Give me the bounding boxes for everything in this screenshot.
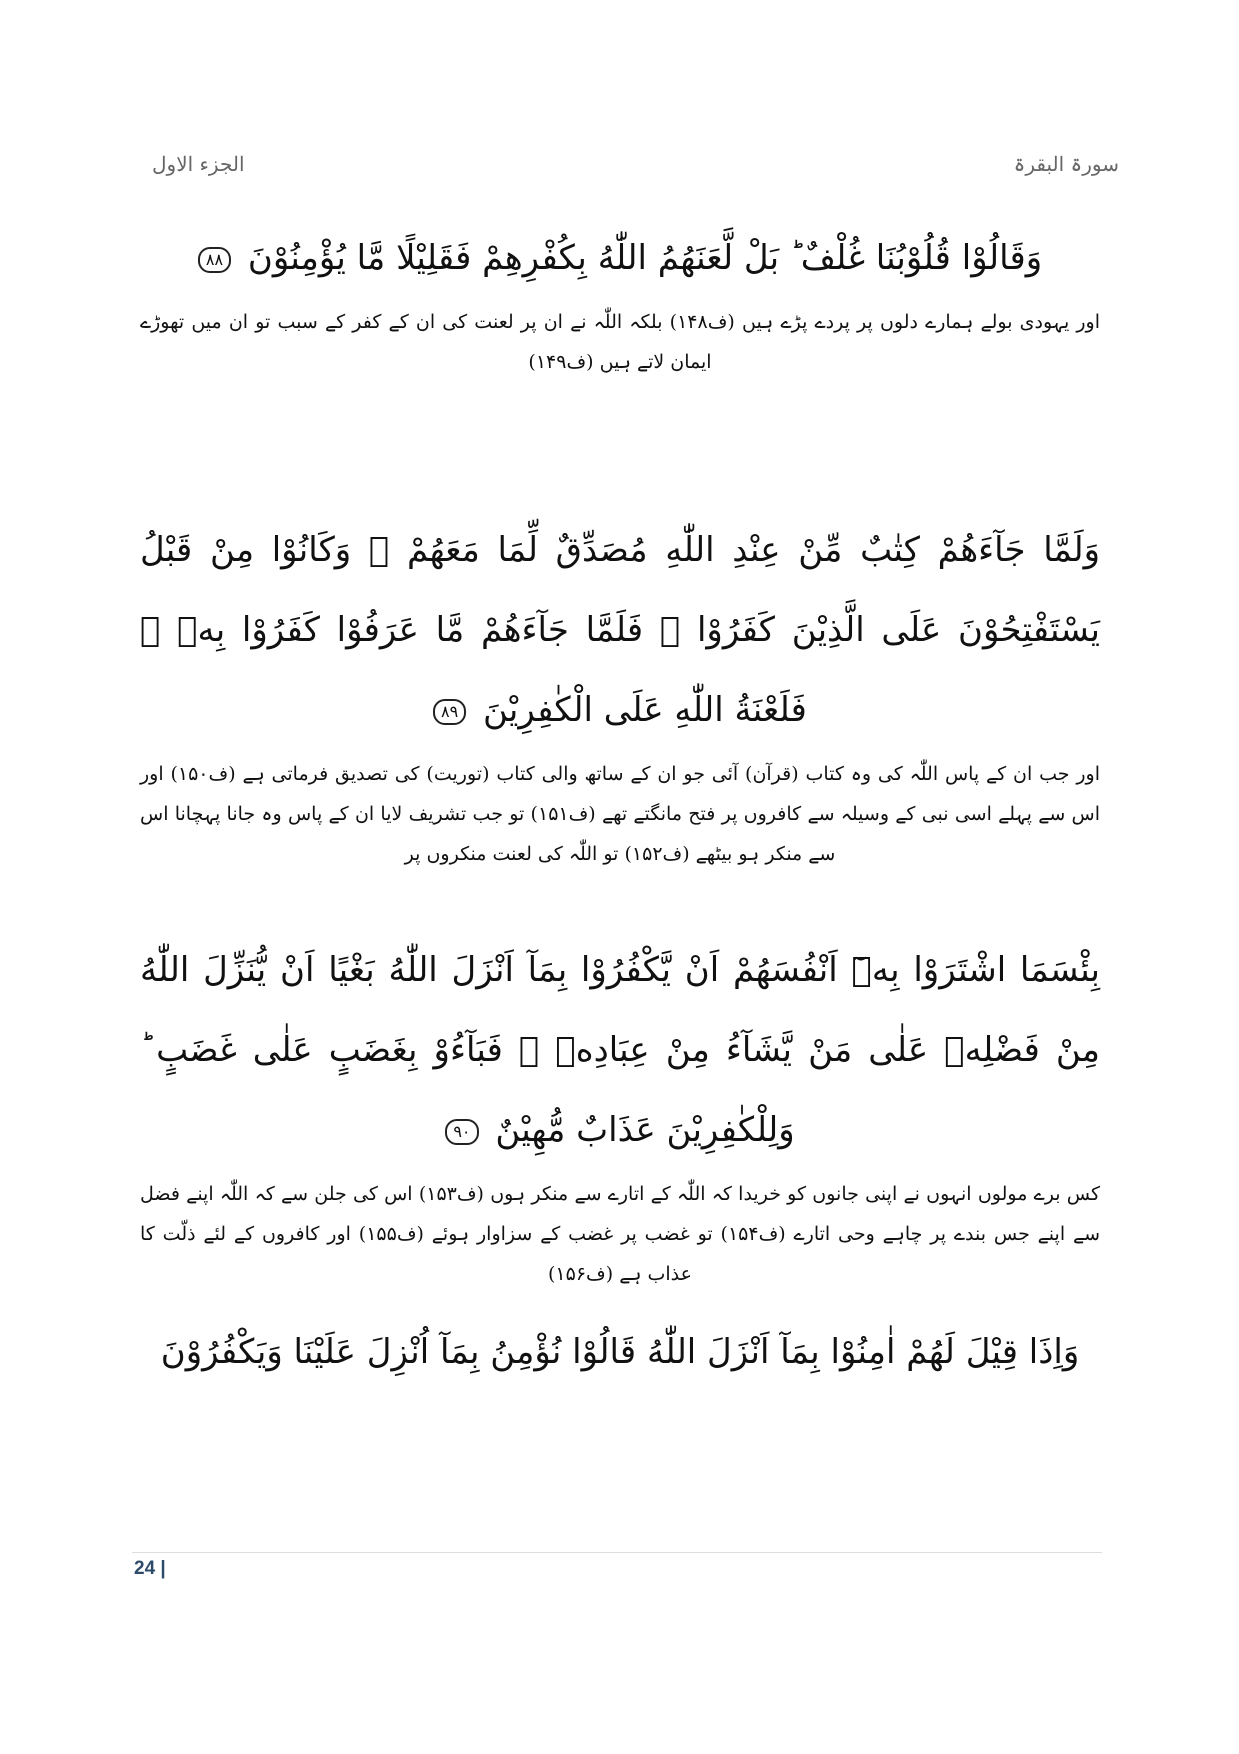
ayah-text: وَقَالُوْا قُلُوْبُنَا غُلْفٌ ؕ بَلْ لَّعَنَهُمُ اللّٰهُ بِكُفْرِهِمْ فَقَلِيْلًا مَّا يُؤْمِنُوْنَ: [247, 238, 1043, 278]
urdu-translation: اور جب ان کے پاس اللّٰہ کی وہ کتاب (قرآن) آئی جو ان کے ساتھ والی کتاب (توریت) کی تصدیق فرماتی ہے (ف۱۵۰) اور اس سے پہلے اسی نبی کے وسیلہ سے کافروں پر فتح مانگتے تھے (ف۱۵۱) تو جب تشریف لایا ان کے پاس وہ جانا پہچانا اس سے منکر ہو بیٹھے (ف۱۵۲) تو اللّٰہ کی لعنت منکروں پر: [140, 763, 1100, 865]
page-number: 24 |: [134, 1558, 166, 1579]
ayah-text: وَلَمَّا جَآءَهُمْ كِتٰبٌ مِّنْ عِنْدِ اللّٰهِ مُصَدِّقٌ لِّمَا مَعَهُمْ ۙ وَكَانُوْا مِنْ قَبْلُ يَسْتَفْتِحُوْنَ عَلَى الَّذِيْنَ كَفَرُوْا ۚ فَلَمَّا جَآءَهُمْ مَّا عَرَفُوْا كَفَرُوْا بِهٖ ۫ فَلَعْنَةُ اللّٰهِ عَلَى الْكٰفِرِيْنَ: [140, 530, 1100, 730]
surah-name-header: سورۃ البقرۃ: [1013, 152, 1119, 176]
ayah-number-marker: ٩٠: [445, 1119, 478, 1145]
urdu-translation: کس برے مولوں انہوں نے اپنی جانوں کو خریدا کہ اللّٰہ کے اتارے سے منکر ہوں (ف۱۵۳) اس کی جلن سے کہ اللّٰہ اپنے فضل سے اپنے جس بندے پر چاہے وحی اتارے (ف۱۵۴) تو غضب پر غضب کے سزاوار ہوئے (ف۱۵۵) اور کافروں کے لئے ذلّت کا عذاب ہے (ف۱۵۶): [140, 1183, 1101, 1285]
ayah-90: [140, 930, 1100, 1294]
juz-name-header: الجزء الاول: [152, 152, 245, 176]
ayah-88: [140, 218, 1100, 382]
ayah-number-marker: ٨٩: [433, 699, 466, 725]
ayah-arabic: وَاِذَا قِيْلَ لَهُمْ اٰمِنُوْا بِمَآ اَنْزَلَ اللّٰهُ قَالُوْا نُؤْمِنُ بِمَآ اُنْزِلَ عَلَيْنَا وَيَكْفُرُوْنَ: [160, 1332, 1080, 1372]
ayah-arabic: [140, 510, 1100, 750]
ayah-text: بِئْسَمَا اشْتَرَوْا بِهٖٓ اَنْفُسَهُمْ اَنْ يَّكْفُرُوْا بِمَآ اَنْزَلَ اللّٰهُ بَغْيًا اَنْ يُّنَزِّلَ اللّٰهُ مِنْ فَضْلِهٖ عَلٰى مَنْ يَّشَآءُ مِنْ عِبَادِهٖ ۚ فَبَآءُوْ بِغَضَبٍ عَلٰى غَضَبٍ ؕ وَلِلْكٰفِرِيْنَ عَذَابٌ مُّهِيْنٌ: [140, 950, 1100, 1150]
ayah-91-start: [140, 1312, 1100, 1392]
ayah-arabic: [140, 218, 1100, 298]
ayah-89: [140, 510, 1100, 874]
urdu-translation: اور یہودی بولے ہمارے دلوں پر پردے پڑے ہیں (ف۱۴۸) بلکہ اللّٰہ نے ان پر لعنت کی ان کے کفر کے سبب تو ان میں تھوڑے ایمان لاتے ہیں (ف۱۴۹): [140, 311, 1101, 373]
ayah-number-marker: ٨٨: [198, 247, 231, 273]
footer-divider: [132, 1552, 1102, 1553]
ayah-arabic: [140, 930, 1100, 1170]
